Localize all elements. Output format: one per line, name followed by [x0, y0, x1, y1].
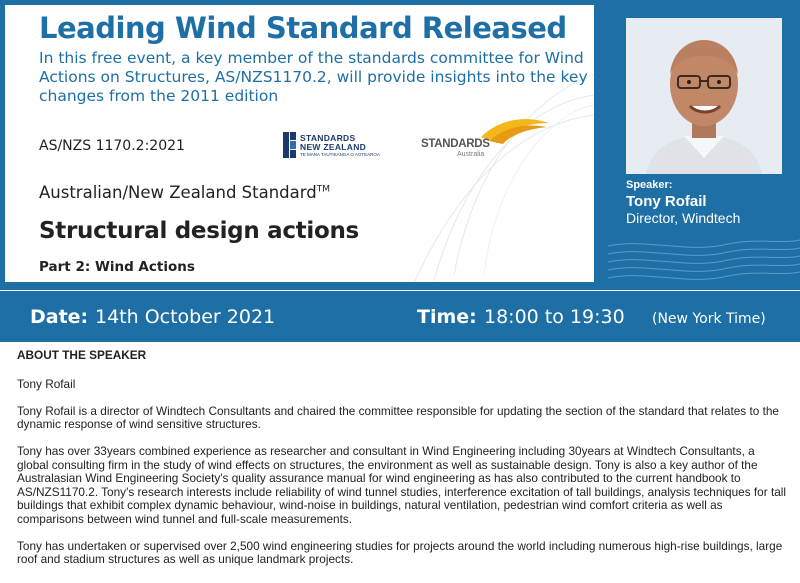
portrait-illustration [626, 18, 782, 174]
sa-logo-subtext: Australia [457, 151, 485, 158]
time-label: Time: [417, 306, 477, 328]
about-paragraph-1: Tony Rofail is a director of Windtech Consultants and chaired the committee responsible for updating the section of the standard that relates to the dynamic response of wind sensitive structures. [17, 403, 779, 431]
trademark-mark: TM [316, 184, 331, 195]
decorative-wave-lines [608, 236, 800, 290]
snz-logo-line1: STANDARDS [300, 133, 356, 143]
snz-mark-icon [283, 132, 296, 158]
document-code: AS/NZS 1170.2:2021 [39, 138, 185, 154]
standard-title-text: Australian/New Zealand Standard [39, 183, 317, 202]
design-title: Structural design actions [39, 218, 359, 244]
part-title: Part 2: Wind Actions [39, 259, 195, 275]
standard-title [39, 183, 330, 202]
speaker-portrait [626, 18, 782, 174]
timezone-label: (New York Time) [652, 311, 766, 327]
speaker-kicker: Speaker: [626, 179, 673, 191]
event-intro: In this free event, a key member of the standards committee for Wind Actions on Structures, AS/NZS1170.2, will provide insights into the key changes from the 2011 edition [39, 49, 588, 105]
schedule-bar [0, 291, 800, 342]
time-value: 18:00 to 19:30 [484, 306, 625, 328]
about-section [17, 349, 787, 580]
date-value: 14th October 2021 [95, 306, 276, 328]
sa-logo-text: STANDARDS [421, 138, 490, 150]
cover-panel [3, 3, 596, 284]
about-paragraph-2: Tony has over 33years combined experience as researcher and consultant in Wind Engineering including 30years at Windtech Consultants, a global consulting firm in the study of wind effects on structures, the environment as well as sustainable design. Tony is also a key author of the Australasian Wind Engineering Society's quality assurance manual for wind engineering as has also contributed to the current handbook to AS/NZS1170.2. Tony's research interests include reliability of wind tunnel studies, interference excitation of tall buildings, analysis techniques for tall buildings that exhibit complex dynamic behaviour, wind-noise in buildings, natural ventilation, pedestrian wind comfort criteria as well as comparisons between wind tunnel and full-scale measurements. [17, 444, 787, 526]
snz-logo-line3: TE MANA TAUTIKANGA O AOTEAROA [300, 152, 380, 157]
speaker-role: Director, Windtech [626, 210, 741, 226]
about-heading: ABOUT THE SPEAKER [17, 348, 147, 362]
about-name: Tony Rofail [17, 376, 76, 391]
speaker-panel [608, 0, 800, 290]
speaker-name: Tony Rofail [626, 193, 707, 210]
date-label: Date: [30, 306, 89, 328]
standards-australia-logo-icon [421, 115, 551, 163]
event-headline: Leading Wind Standard Released [39, 11, 567, 45]
standards-nz-logo-icon [283, 132, 393, 158]
about-paragraph-3: Tony has undertaken or supervised over 2,500 wind engineering studies for projects around the world including numerous high-rise buildings, large roof and stadium structures as well as unique landmark projects. [17, 538, 783, 566]
snz-logo-line2: NEW ZEALAND [300, 142, 367, 152]
